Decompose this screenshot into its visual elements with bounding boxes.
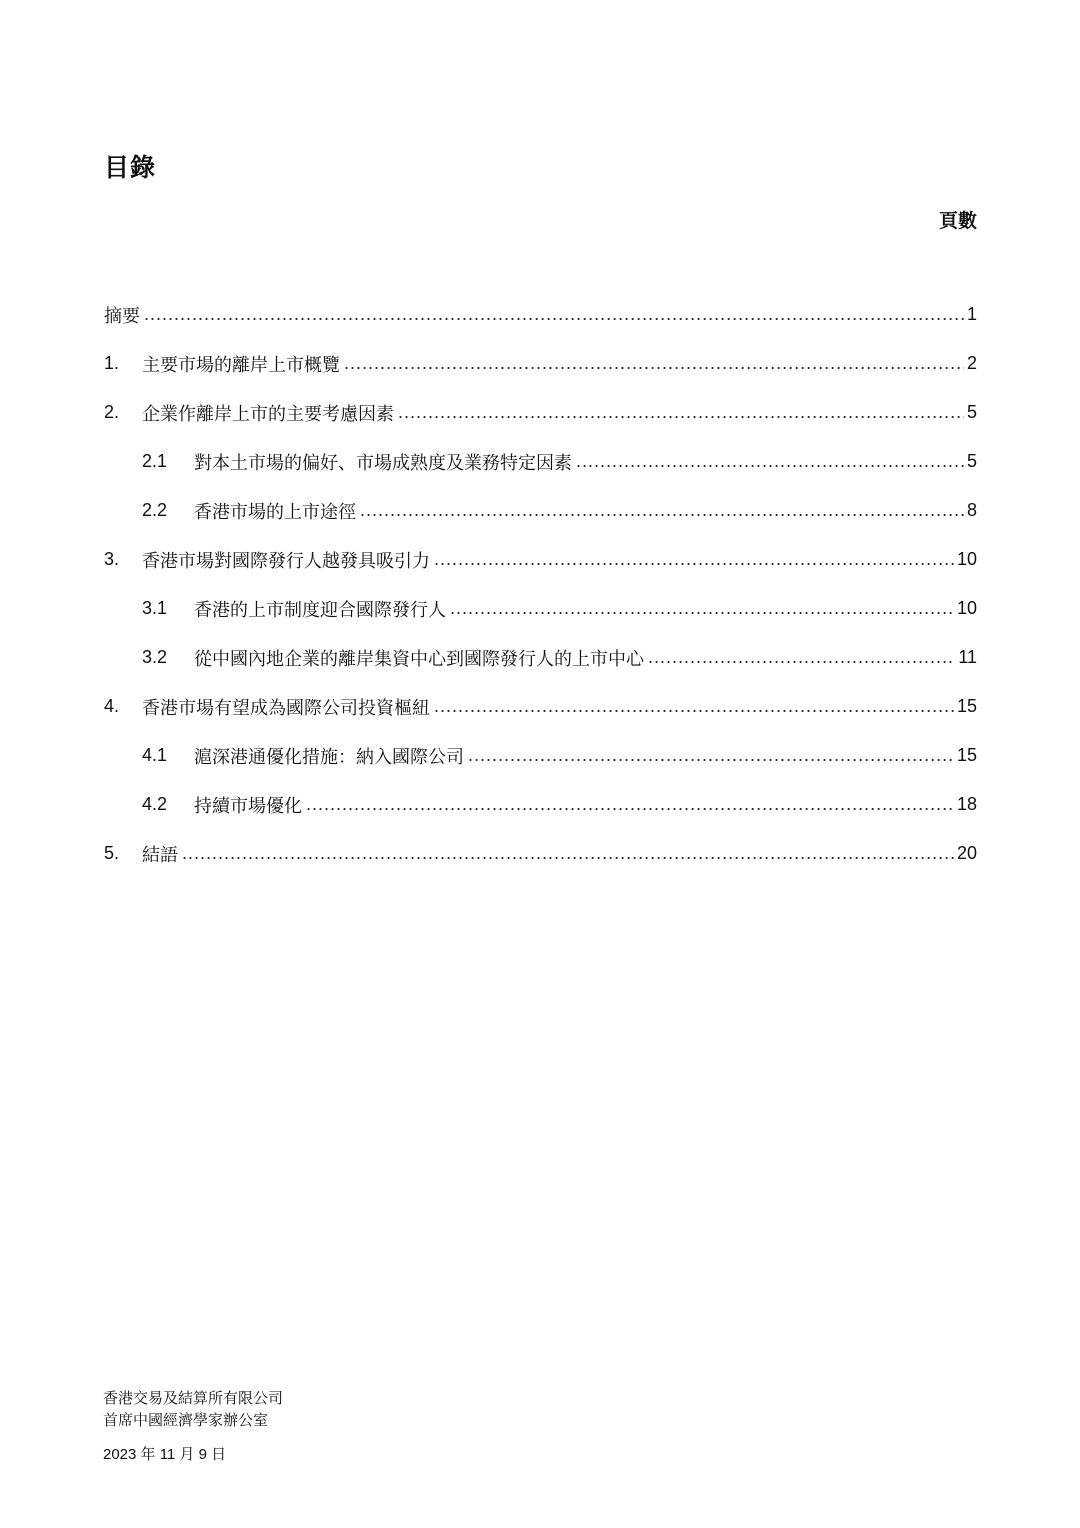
- toc-number: 4.1: [142, 745, 168, 765]
- toc-leader-dots: [576, 451, 964, 472]
- toc-number: 4.2: [142, 794, 168, 814]
- toc-leader-dots: [360, 500, 964, 521]
- toc-label: 摘要: [104, 305, 140, 326]
- toc-page-number: 11: [958, 647, 977, 667]
- toc-leader-dots: [398, 402, 964, 423]
- footer-company-name: 香港交易及結算所有限公司: [103, 1390, 284, 1407]
- toc-entry-2[interactable]: [104, 388, 977, 437]
- toc-number: 2.1: [142, 451, 168, 471]
- toc-entry-3-1[interactable]: [104, 584, 977, 633]
- toc-number: 1.: [104, 353, 120, 373]
- toc-page-number: 2: [966, 353, 977, 373]
- toc-leader-dots: [182, 843, 954, 864]
- toc-entry-2-2[interactable]: [104, 486, 977, 535]
- toc-entry-4-1[interactable]: [104, 731, 977, 780]
- toc-page-number: 10: [956, 549, 977, 569]
- toc-page-number: 5: [966, 402, 977, 422]
- toc-entry-4-2[interactable]: [104, 780, 977, 829]
- toc-number: 2.2: [142, 500, 168, 520]
- toc-leader-dots: [144, 304, 964, 325]
- table-of-contents: [104, 290, 977, 878]
- toc-page-number: 15: [956, 745, 977, 765]
- toc-leader-dots: [450, 598, 954, 619]
- toc-entry-summary[interactable]: [104, 290, 977, 339]
- toc-leader-dots: [434, 696, 954, 717]
- toc-label: 香港市場的上市途徑: [194, 501, 356, 522]
- toc-number: 4.: [104, 696, 120, 716]
- toc-label: 持續市場優化: [194, 795, 302, 816]
- toc-label: 從中國內地企業的離岸集資中心到國際發行人的上市中心: [194, 648, 644, 669]
- toc-number: 3.: [104, 549, 120, 569]
- page-number-header: 頁數: [938, 211, 977, 232]
- toc-leader-dots: [468, 745, 954, 766]
- toc-number: 2.: [104, 402, 120, 422]
- toc-label: 香港市場有望成為國際公司投資樞紐: [142, 697, 430, 718]
- toc-number: 3.2: [142, 647, 168, 667]
- toc-page-number: 20: [956, 843, 977, 863]
- toc-page-number: 18: [956, 794, 977, 814]
- toc-entry-5[interactable]: [104, 829, 977, 878]
- toc-number: 5.: [104, 843, 120, 863]
- toc-entry-4[interactable]: [104, 682, 977, 731]
- toc-label: 主要市場的離岸上市概覽: [142, 354, 340, 375]
- toc-entry-3-2[interactable]: [104, 633, 977, 682]
- footer-date: 2023 年 11 月 9 日: [103, 1446, 227, 1463]
- toc-label: 企業作離岸上市的主要考慮因素: [142, 403, 394, 424]
- toc-entry-3[interactable]: [104, 535, 977, 584]
- toc-number: 3.1: [142, 598, 168, 618]
- footer-organization: [103, 1388, 283, 1432]
- footer-office-name: 首席中國經濟學家辦公室: [103, 1412, 269, 1429]
- toc-entry-1[interactable]: [104, 339, 977, 388]
- toc-leader-dots: [306, 794, 954, 815]
- toc-leader-dots: [434, 549, 954, 570]
- toc-label: 香港的上市制度迎合國際發行人: [194, 599, 446, 620]
- toc-page-number: 8: [966, 500, 977, 520]
- toc-label: 結語: [142, 844, 178, 865]
- toc-page-number: 10: [956, 598, 977, 618]
- toc-page-number: 1: [966, 304, 977, 324]
- toc-label: 香港市場對國際發行人越發具吸引力: [142, 550, 430, 571]
- toc-page-number: 15: [956, 696, 977, 716]
- toc-label: 對本土市場的偏好、市場成熟度及業務特定因素: [194, 452, 572, 473]
- toc-page-number: 5: [966, 451, 977, 471]
- toc-label: 滬深港通優化措施：納入國際公司: [194, 746, 464, 767]
- toc-leader-dots: [344, 353, 964, 374]
- toc-entry-2-1[interactable]: [104, 437, 977, 486]
- toc-leader-dots: [648, 647, 955, 668]
- page-title: 目錄: [104, 154, 157, 182]
